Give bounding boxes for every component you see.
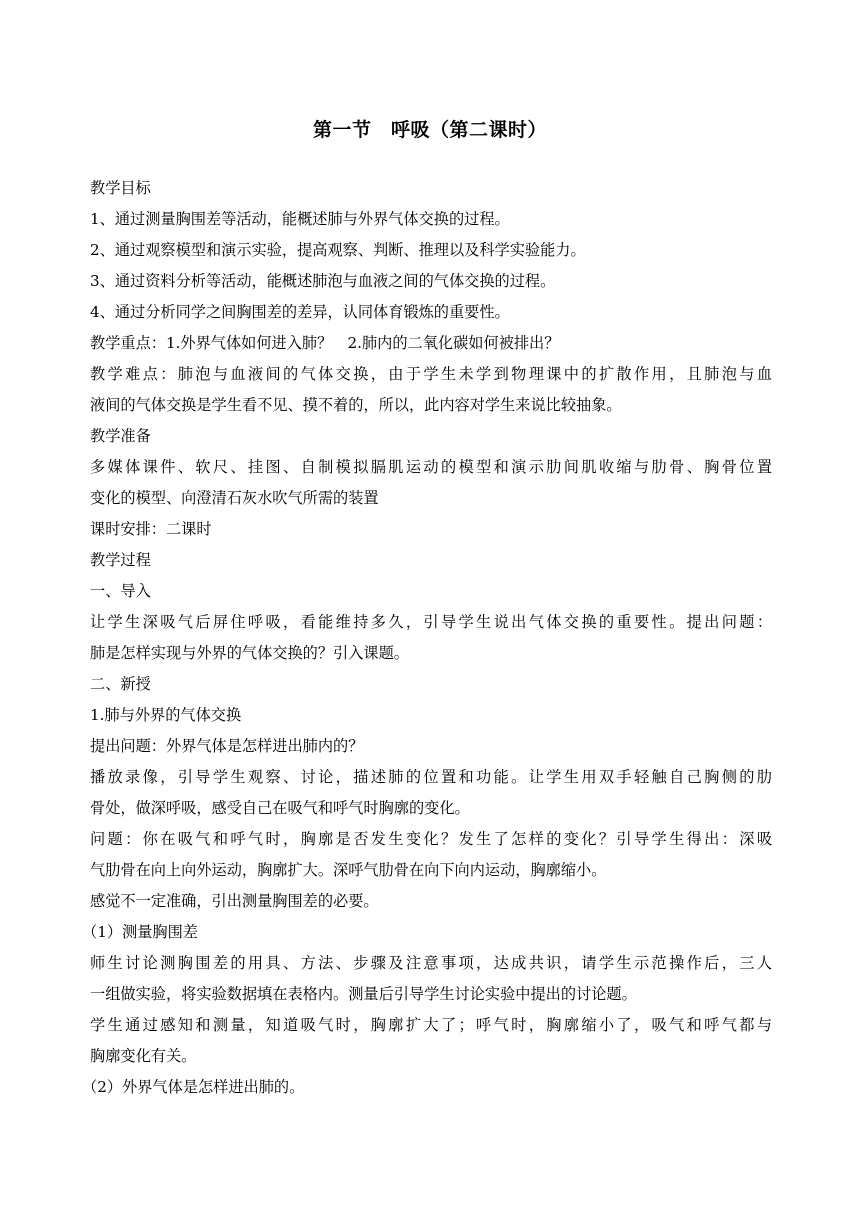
schedule: 课时安排：二课时 (90, 520, 212, 538)
paragraph-cont: 气肋骨在向上向外运动，胸廓扩大。深呼气肋骨在向下向内运动，胸廓缩小。 (90, 861, 607, 879)
paragraph-cont: 肺是怎样实现与外界的气体交换的？引入课题。 (90, 644, 409, 662)
difficult-points: 教学难点：肺泡与血液间的气体交换，由于学生未学到物理课中的扩散作用，且肺泡与血 (90, 365, 772, 383)
preparation-text: 多媒体课件、软尺、挂图、自制模拟膈肌运动的模型和演示肋间肌收缩与肋骨、胸骨位置 (90, 458, 772, 476)
subheading-new-lesson: 二、新授 (90, 675, 151, 693)
difficult-points-cont: 液间的气体交换是学生看不见、摸不着的，所以，此内容对学生来说比较抽象。 (90, 396, 622, 414)
preparation-text-cont: 变化的模型、向澄清石灰水吹气所需的装置 (90, 489, 379, 507)
paragraph: 学生通过感知和测量，知道吸气时，胸廓扩大了；呼气时，胸廓缩小了，吸气和呼气都与 (90, 1016, 772, 1034)
paragraph-cont: 胸廓变化有关。 (90, 1047, 197, 1065)
objective-item: 2、通过观察模型和演示实验，提高观察、判断、推理以及科学实验能力。 (90, 241, 586, 259)
paragraph: 感觉不一定准确，引出测量胸围差的必要。 (90, 892, 379, 910)
document-body (82, 173, 772, 1103)
paragraph: 提出问题：外界气体是怎样进出肺内的？ (90, 737, 364, 755)
subheading-intro: 一、导入 (90, 582, 151, 600)
key-points: 教学重点：1.外界气体如何进入肺？ 2.肺内的二氧化碳如何被排出？ (90, 334, 560, 352)
paragraph: 让学生深吸气后屏住呼吸，看能维持多久，引导学生说出气体交换的重要性。提出问题： (90, 613, 772, 631)
paragraph: 师生讨论测胸围差的用具、方法、步骤及注意事项，达成共识，请学生示范操作后，三人 (90, 954, 772, 972)
objective-item: 1、通过测量胸围差等活动，能概述肺与外界气体交换的过程。 (90, 210, 510, 228)
objective-item: 4、通过分析同学之间胸围差的差异，认同体育锻炼的重要性。 (90, 303, 510, 321)
page-title: 第一节 呼吸（第二课时） (312, 119, 547, 141)
section-heading-process: 教学过程 (90, 551, 151, 569)
subheading-air-flow: （2）外界气体是怎样进出肺的。 (82, 1078, 305, 1096)
subheading-measure: （1）测量胸围差 (82, 923, 198, 941)
subheading-gas-exchange: 1.肺与外界的气体交换 (90, 706, 242, 724)
section-heading-objectives: 教学目标 (90, 179, 151, 197)
objective-item: 3、通过资料分析等活动，能概述肺泡与血液之间的气体交换的过程。 (90, 272, 556, 290)
paragraph: 问题：你在吸气和呼气时，胸廓是否发生变化？发生了怎样的变化？引导学生得出：深吸 (90, 830, 772, 848)
paragraph: 播放录像，引导学生观察、讨论，描述肺的位置和功能。让学生用双手轻触自己胸侧的肋 (90, 768, 772, 786)
paragraph-cont: 骨处，做深呼吸，感受自己在吸气和呼气时胸廓的变化。 (90, 799, 470, 817)
paragraph-cont: 一组做实验，将实验数据填在表格内。测量后引导学生讨论实验中提出的讨论题。 (90, 985, 637, 1003)
section-heading-preparation: 教学准备 (90, 427, 151, 445)
